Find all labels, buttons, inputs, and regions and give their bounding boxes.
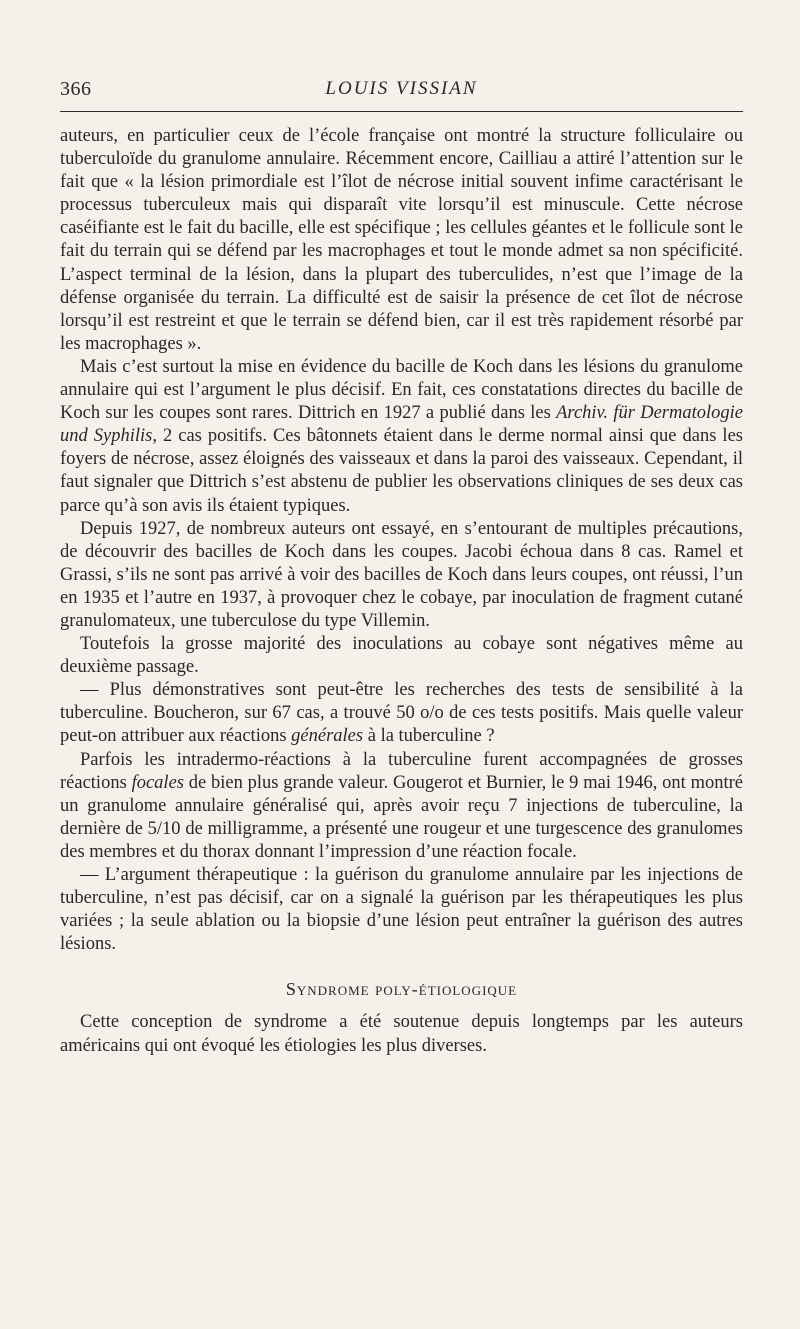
paragraph-3	[60, 518, 743, 633]
paragraph-5-emphasis: générales	[291, 726, 364, 747]
paragraph-4	[60, 633, 743, 679]
paragraph-6-emphasis: focales	[131, 772, 184, 793]
section-paragraph	[60, 1011, 743, 1057]
paragraph-4-text: Toutefois la grosse majorité des inoculations au cobaye sont négatives même au deuxième passage.	[60, 634, 743, 678]
running-title: LOUIS VISSIAN	[325, 78, 478, 99]
paragraph-2-text-end: 2 cas positifs. Ces bâtonnets étaient dans le derme normal ainsi que dans les foyers de nécrose, assez éloignés des vaisseaux et dans la paroi des vaisseaux. Cependant, il faut signaler que Dittrich s’est abstenu de publier les observations cliniques de ses deux cas parce qu’à son avis ils étaient typiques.	[60, 426, 743, 516]
page-number: 366	[60, 78, 92, 100]
paragraph-1-text: auteurs, en particulier ceux de l’école française ont montré la structure folliculaire ou tuberculoïde du granulome annulaire. Récemment encore, Cailliau a attiré l’attention sur le fait que « la lésion primordiale est l’îlot de nécrose initial souvent infime caractérisant le processus tuberculeux mais qui disparaît vite lorsqu’il est minuscule. Cette nécrose caséifiante est le fait du bacille, elle est spécifique ; les cellules géantes et le follicule sont le fait du terrain qui se défend par les macrophages et tout le monde admet sa non spécificité. L’aspect terminal de la lésion, dans la plupart des tuberculides, n’est que l’image de la défense organisée du terrain. La difficulté est de saisir la présence de cet îlot de nécrose lorsqu’il est restreint et que le terrain se défend bien, car il est très rapidement résorbé par les macrophages ».	[60, 126, 743, 354]
header-rule	[60, 111, 743, 112]
paragraph-5-text-start: — Plus démonstratives sont peut-être les recherches des tests de sensibilité à la tuberculine. Boucheron, sur 67 cas, a trouvé 50 o/o de ces tests positifs. Mais quelle valeur peut-on attribuer aux réactions	[60, 680, 743, 747]
section-title: Syndrome poly-étiologique	[285, 979, 518, 1000]
paragraph-2	[60, 356, 743, 518]
paragraph-6	[60, 749, 743, 864]
paragraph-7-text: — L’argument thérapeutique : la guérison du granulome annulaire par les injections de tuberculine, n’est pas décisif, car on a signalé la guérison par les thérapeutiques les plus variées ; la seule ablation ou la biopsie d’une lésion peut entraîner la guérison des autres lésions.	[60, 865, 743, 955]
paragraph-3-text: Depuis 1927, de nombreux auteurs ont essayé, en s’entourant de multiples précautions, de découvrir des bacilles de Koch dans les coupes. Jacobi échoua dans 8 cas. Ramel et Grassi, s’ils ne sont pas arrivé à voir des bacilles de Koch dans leurs coupes, ont réussi, l’un en 1935 et l’autre en 1937, à provoquer chez le cobaye, par inoculation de fragment cutané granulomateux, une tuberculose du type Villemin.	[60, 518, 743, 631]
article-body	[60, 125, 743, 1058]
paragraph-7	[60, 864, 743, 956]
section-paragraph-text: Cette conception de syndrome a été soutenue depuis longtemps par les auteurs américains qui ont évoqué les étiologies les plus diverses.	[60, 1012, 743, 1056]
page-header	[60, 74, 743, 112]
paragraph-5-text-end: à la tuberculine ?	[363, 726, 495, 747]
paragraph-2-text-start: Mais c’est surtout la mise en évidence du bacille de Koch dans les lésions du granulome annulaire qui est l’argument le plus décisif. En fait, ces constatations directes du bacille de Koch sur les coupes sont rares. Dittrich en 1927 a publié dans les	[60, 356, 743, 424]
paragraph-1	[60, 125, 743, 356]
paragraph-6-text-end: de bien plus grande valeur. Gougerot et Burnier, le 9 mai 1946, ont montré un granulome annulaire généralisé qui, après avoir reçu 7 injections de tuberculine, la dernière de 5/10 de milligramme, a présenté une rougeur et une turgescence des granulomes des membres et du thorax donnant l’impression d’une réaction focale.	[60, 772, 743, 862]
paragraph-6-text-start: Parfois les intradermo-réactions à la tuberculine furent accompagnées de grosses réactions	[60, 749, 743, 793]
paragraph-5	[60, 679, 743, 748]
journal-title: Archiv. für Dermatologie und Syphilis,	[60, 403, 743, 447]
